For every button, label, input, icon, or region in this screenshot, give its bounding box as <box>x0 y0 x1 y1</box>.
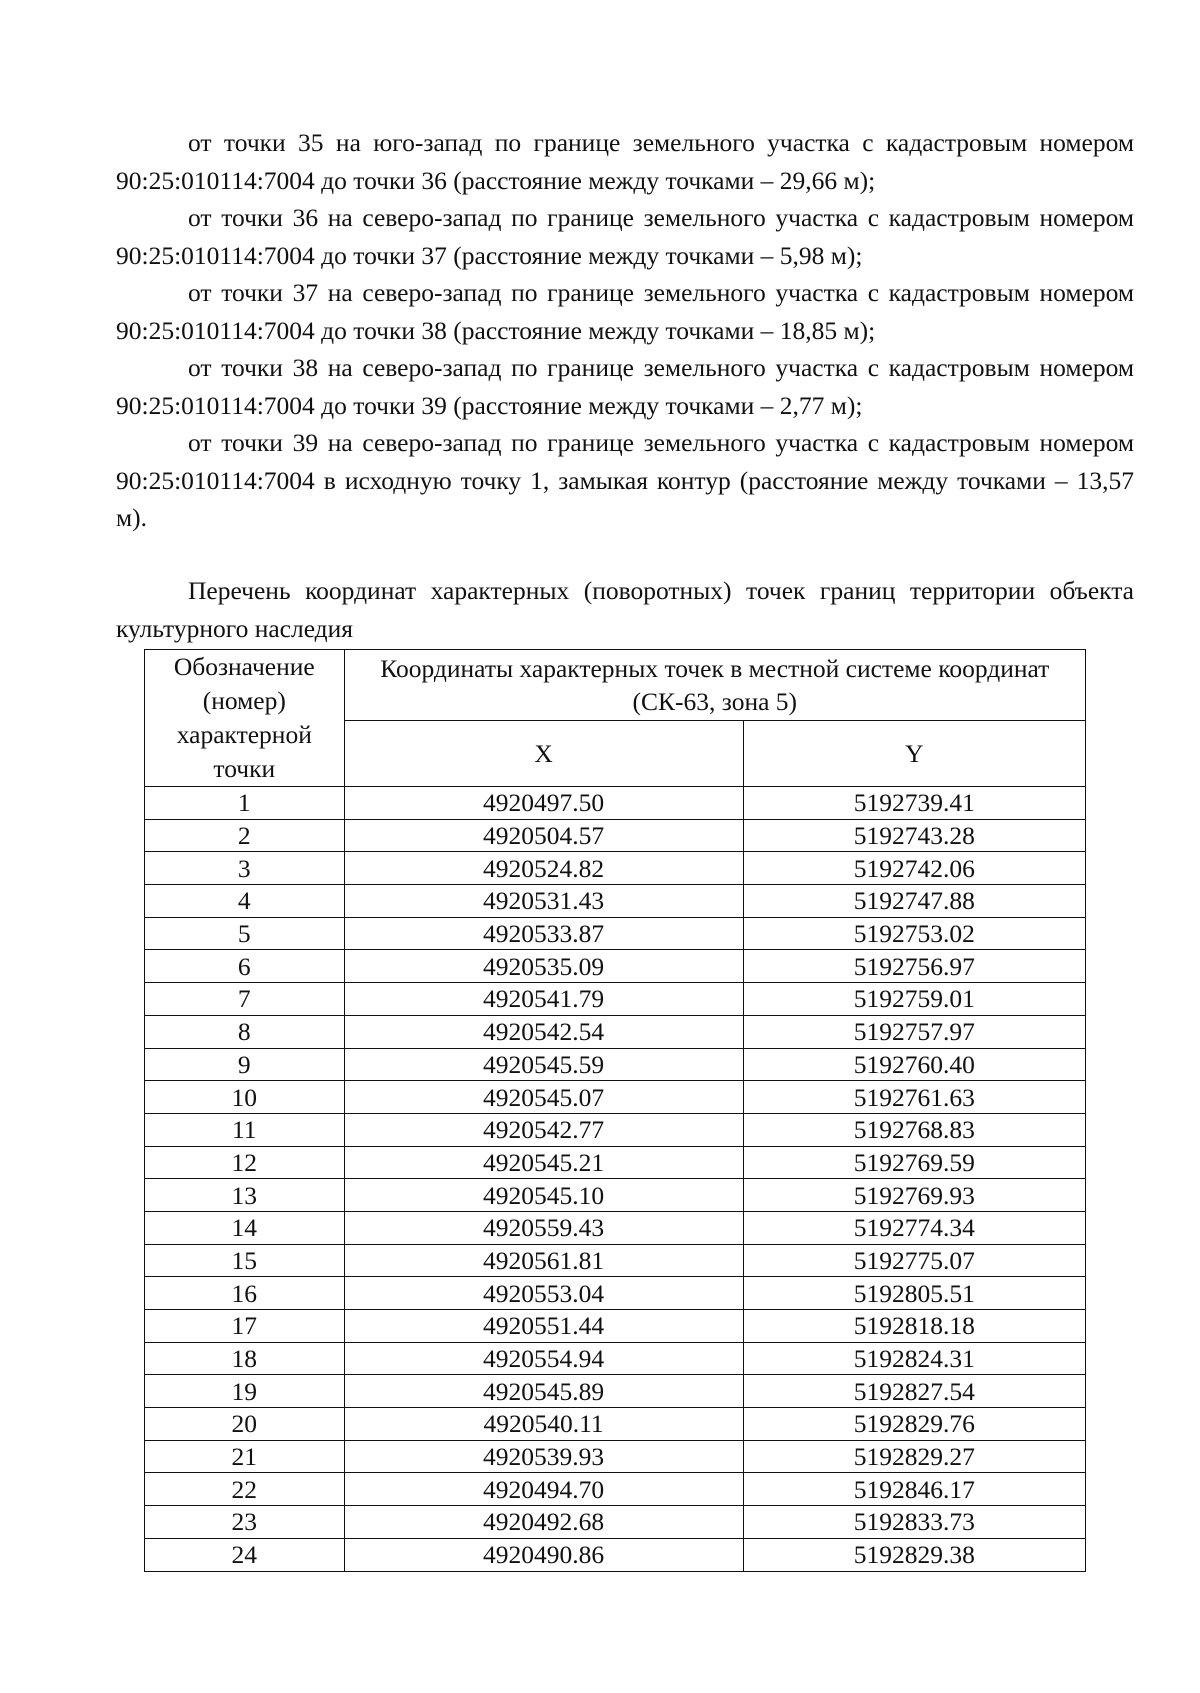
header-y: Y <box>743 720 1085 786</box>
table-row <box>145 1342 1086 1375</box>
paragraph-point-35: от точки 35 на юго-запад по границе земельного участка с кадастровым номером 90:25:010114:7004 до точки 36 (расстояние между точками – 29,66 м); <box>116 128 1134 195</box>
table-row <box>145 1113 1086 1146</box>
x-coordinate-cell: 4920545.89 <box>344 1375 743 1408</box>
point-number-cell: 5 <box>145 917 345 950</box>
point-number-cell: 11 <box>145 1113 345 1146</box>
y-coordinate-cell: 5192756.97 <box>743 950 1085 983</box>
y-coordinate-cell: 5192829.38 <box>743 1538 1085 1571</box>
x-coordinate-cell: 4920539.93 <box>344 1440 743 1473</box>
y-coordinate-cell: 5192805.51 <box>743 1277 1085 1310</box>
x-coordinate-cell: 4920535.09 <box>344 950 743 983</box>
x-coordinate-cell: 4920533.87 <box>344 917 743 950</box>
y-coordinate-cell: 5192739.41 <box>743 787 1085 820</box>
y-coordinate-cell: 5192761.63 <box>743 1081 1085 1114</box>
y-coordinate-cell: 5192757.97 <box>743 1015 1085 1048</box>
x-coordinate-cell: 4920504.57 <box>344 819 743 852</box>
table-row <box>145 983 1086 1016</box>
point-number-cell: 3 <box>145 852 345 885</box>
point-number-cell: 13 <box>145 1179 345 1212</box>
y-coordinate-cell: 5192742.06 <box>743 852 1085 885</box>
table-row <box>145 1506 1086 1539</box>
y-coordinate-cell: 5192829.27 <box>743 1440 1085 1473</box>
y-coordinate-cell: 5192760.40 <box>743 1048 1085 1081</box>
table-row <box>145 787 1086 820</box>
point-number-cell: 20 <box>145 1408 345 1441</box>
point-number-cell: 17 <box>145 1310 345 1343</box>
x-coordinate-cell: 4920497.50 <box>344 787 743 820</box>
x-coordinate-cell: 4920494.70 <box>344 1473 743 1506</box>
point-number-cell: 10 <box>145 1081 345 1114</box>
table-row <box>145 1211 1086 1244</box>
point-number-cell: 16 <box>145 1277 345 1310</box>
y-coordinate-cell: 5192827.54 <box>743 1375 1085 1408</box>
point-number-cell: 18 <box>145 1342 345 1375</box>
y-coordinate-cell: 5192818.18 <box>743 1310 1085 1343</box>
x-coordinate-cell: 4920542.77 <box>344 1113 743 1146</box>
x-coordinate-cell: 4920545.21 <box>344 1146 743 1179</box>
point-number-cell: 4 <box>145 885 345 918</box>
x-coordinate-cell: 4920540.11 <box>344 1408 743 1441</box>
table-row <box>145 852 1086 885</box>
point-number-cell: 1 <box>145 787 345 820</box>
x-coordinate-cell: 4920554.94 <box>344 1342 743 1375</box>
x-coordinate-cell: 4920524.82 <box>344 852 743 885</box>
table-row <box>145 1277 1086 1310</box>
y-coordinate-cell: 5192829.76 <box>743 1408 1085 1441</box>
table-caption: Перечень координат характерных (поворотных) точек границ территории объекта культурного наследия <box>116 576 1134 643</box>
point-number-cell: 2 <box>145 819 345 852</box>
table-row <box>145 1375 1086 1408</box>
y-coordinate-cell: 5192824.31 <box>743 1342 1085 1375</box>
table-row <box>145 1015 1086 1048</box>
paragraph-point-39: от точки 39 на северо-запад по границе земельного участка с кадастровым номером 90:25:010114:7004 в исходную точку 1, замыкая контур (расстояние между точками – 13,57 м). <box>116 428 1134 532</box>
y-coordinate-cell: 5192768.83 <box>743 1113 1085 1146</box>
point-number-cell: 6 <box>145 950 345 983</box>
y-coordinate-cell: 5192833.73 <box>743 1506 1085 1539</box>
table-row <box>145 1048 1086 1081</box>
x-coordinate-cell: 4920553.04 <box>344 1277 743 1310</box>
y-coordinate-cell: 5192774.34 <box>743 1211 1085 1244</box>
x-coordinate-cell: 4920490.86 <box>344 1538 743 1571</box>
table-row <box>145 1146 1086 1179</box>
point-number-cell: 23 <box>145 1506 345 1539</box>
x-coordinate-cell: 4920541.79 <box>344 983 743 1016</box>
y-coordinate-cell: 5192846.17 <box>743 1473 1085 1506</box>
y-coordinate-cell: 5192769.59 <box>743 1146 1085 1179</box>
paragraph-point-36: от точки 36 на северо-запад по границе земельного участка с кадастровым номером 90:25:010114:7004 до точки 37 (расстояние между точками – 5,98 м); <box>116 203 1134 270</box>
table-row <box>145 885 1086 918</box>
coordinates-table <box>144 649 1086 1572</box>
table-row <box>145 1310 1086 1343</box>
table-row <box>145 917 1086 950</box>
coordinates-table-body <box>145 787 1086 1572</box>
y-coordinate-cell: 5192775.07 <box>743 1244 1085 1277</box>
paragraph-point-37: от точки 37 на северо-запад по границе земельного участка с кадастровым номером 90:25:010114:7004 до точки 38 (расстояние между точками – 18,85 м); <box>116 278 1134 345</box>
table-row <box>145 1179 1086 1212</box>
point-number-cell: 9 <box>145 1048 345 1081</box>
y-coordinate-cell: 5192747.88 <box>743 885 1085 918</box>
y-coordinate-cell: 5192753.02 <box>743 917 1085 950</box>
x-coordinate-cell: 4920492.68 <box>344 1506 743 1539</box>
header-point-number: Обозначение (номер) характерной точки <box>145 650 345 787</box>
point-number-cell: 12 <box>145 1146 345 1179</box>
x-coordinate-cell: 4920559.43 <box>344 1211 743 1244</box>
x-coordinate-cell: 4920545.10 <box>344 1179 743 1212</box>
x-coordinate-cell: 4920561.81 <box>344 1244 743 1277</box>
table-row <box>145 1408 1086 1441</box>
y-coordinate-cell: 5192769.93 <box>743 1179 1085 1212</box>
point-number-cell: 8 <box>145 1015 345 1048</box>
table-row <box>145 950 1086 983</box>
paragraph-point-38: от точки 38 на северо-запад по границе земельного участка с кадастровым номером 90:25:010114:7004 до точки 39 (расстояние между точками – 2,77 м); <box>116 353 1134 420</box>
x-coordinate-cell: 4920545.59 <box>344 1048 743 1081</box>
table-row <box>145 819 1086 852</box>
y-coordinate-cell: 5192759.01 <box>743 983 1085 1016</box>
x-coordinate-cell: 4920531.43 <box>344 885 743 918</box>
table-row <box>145 1440 1086 1473</box>
boundary-description <box>116 124 1134 537</box>
x-coordinate-cell: 4920542.54 <box>344 1015 743 1048</box>
table-row <box>145 1473 1086 1506</box>
point-number-cell: 14 <box>145 1211 345 1244</box>
y-coordinate-cell: 5192743.28 <box>743 819 1085 852</box>
table-row <box>145 1538 1086 1571</box>
header-coordinates: Координаты характерных точек в местной системе координат (СК-63, зона 5) <box>344 650 1085 721</box>
point-number-cell: 19 <box>145 1375 345 1408</box>
point-number-cell: 22 <box>145 1473 345 1506</box>
table-row <box>145 1244 1086 1277</box>
point-number-cell: 24 <box>145 1538 345 1571</box>
point-number-cell: 15 <box>145 1244 345 1277</box>
x-coordinate-cell: 4920545.07 <box>344 1081 743 1114</box>
point-number-cell: 21 <box>145 1440 345 1473</box>
table-row <box>145 1081 1086 1114</box>
header-x: X <box>344 720 743 786</box>
x-coordinate-cell: 4920551.44 <box>344 1310 743 1343</box>
point-number-cell: 7 <box>145 983 345 1016</box>
